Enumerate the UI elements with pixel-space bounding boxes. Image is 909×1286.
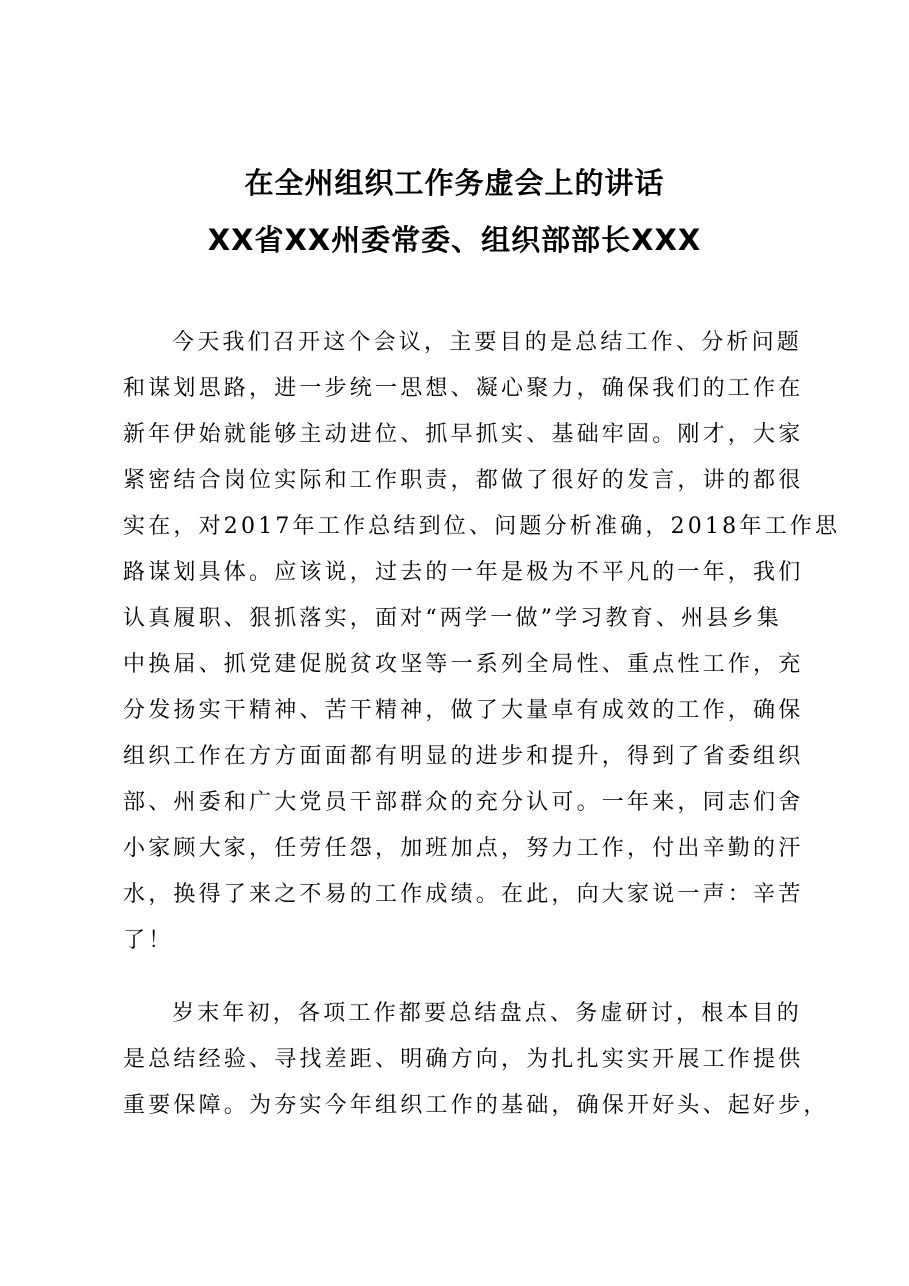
paragraph-line: 小家顾大家，任劳任怨，加班加点，努力工作，付出辛勤的汗 [123,836,804,861]
document-subtitle: XX省XX州委常委、组织部部长XXX [207,223,702,257]
paragraph-line: 和谋划思路，进一步统一思想、凝心聚力，确保我们的工作在 [123,376,804,401]
paragraph-line: 今天我们召开这个会议，主要目的是总结工作、分析问题 [172,330,803,355]
paragraph-line: 实在，对2017年工作总结到位、问题分析准确，2018年工作思 [123,514,841,539]
paragraph-line: 路谋划具体。应该说，过去的一年是极为不平凡的一年，我们 [123,560,804,585]
paragraph-line: 中换届、抓党建促脱贫攻坚等一系列全局性、重点性工作，充 [123,652,804,677]
paragraph-line: 组织工作在方方面面都有明显的进步和提升，得到了省委组织 [123,744,804,769]
document-title: 在全州组织工作务虚会上的讲话 [244,166,665,200]
paragraph-line: 认真履职、狠抓落实，面对“两学一做”学习教育、州县乡集 [123,606,782,631]
paragraph-line: 岁末年初，各项工作都要总结盘点、务虚研讨，根本目的 [172,1001,803,1026]
paragraph-line: 是总结经验、寻找差距、明确方向，为扎扎实实开展工作提供 [123,1047,804,1072]
paragraph-line: 紧密结合岗位实际和工作职责，都做了很好的发言，讲的都很 [123,468,804,493]
paragraph-2 [123,991,829,1129]
paragraph-line: 分发扬实干精神、苦干精神，做了大量卓有成效的工作，确保 [123,698,804,723]
paragraph-line: 部、州委和广大党员干部群众的充分认可。一年来，同志们舍 [123,790,804,815]
paragraph-line: 了！ [123,928,174,953]
paragraph-line: 重要保障。为夯实今年组织工作的基础，确保开好头、起好步， [123,1093,829,1118]
paragraph-line: 水，换得了来之不易的工作成绩。在此，向大家说一声：辛苦 [123,882,804,907]
paragraph-1 [123,320,841,964]
paragraph-line: 新年伊始就能够主动进位、抓早抓实、基础牢固。刚才，大家 [123,422,804,447]
